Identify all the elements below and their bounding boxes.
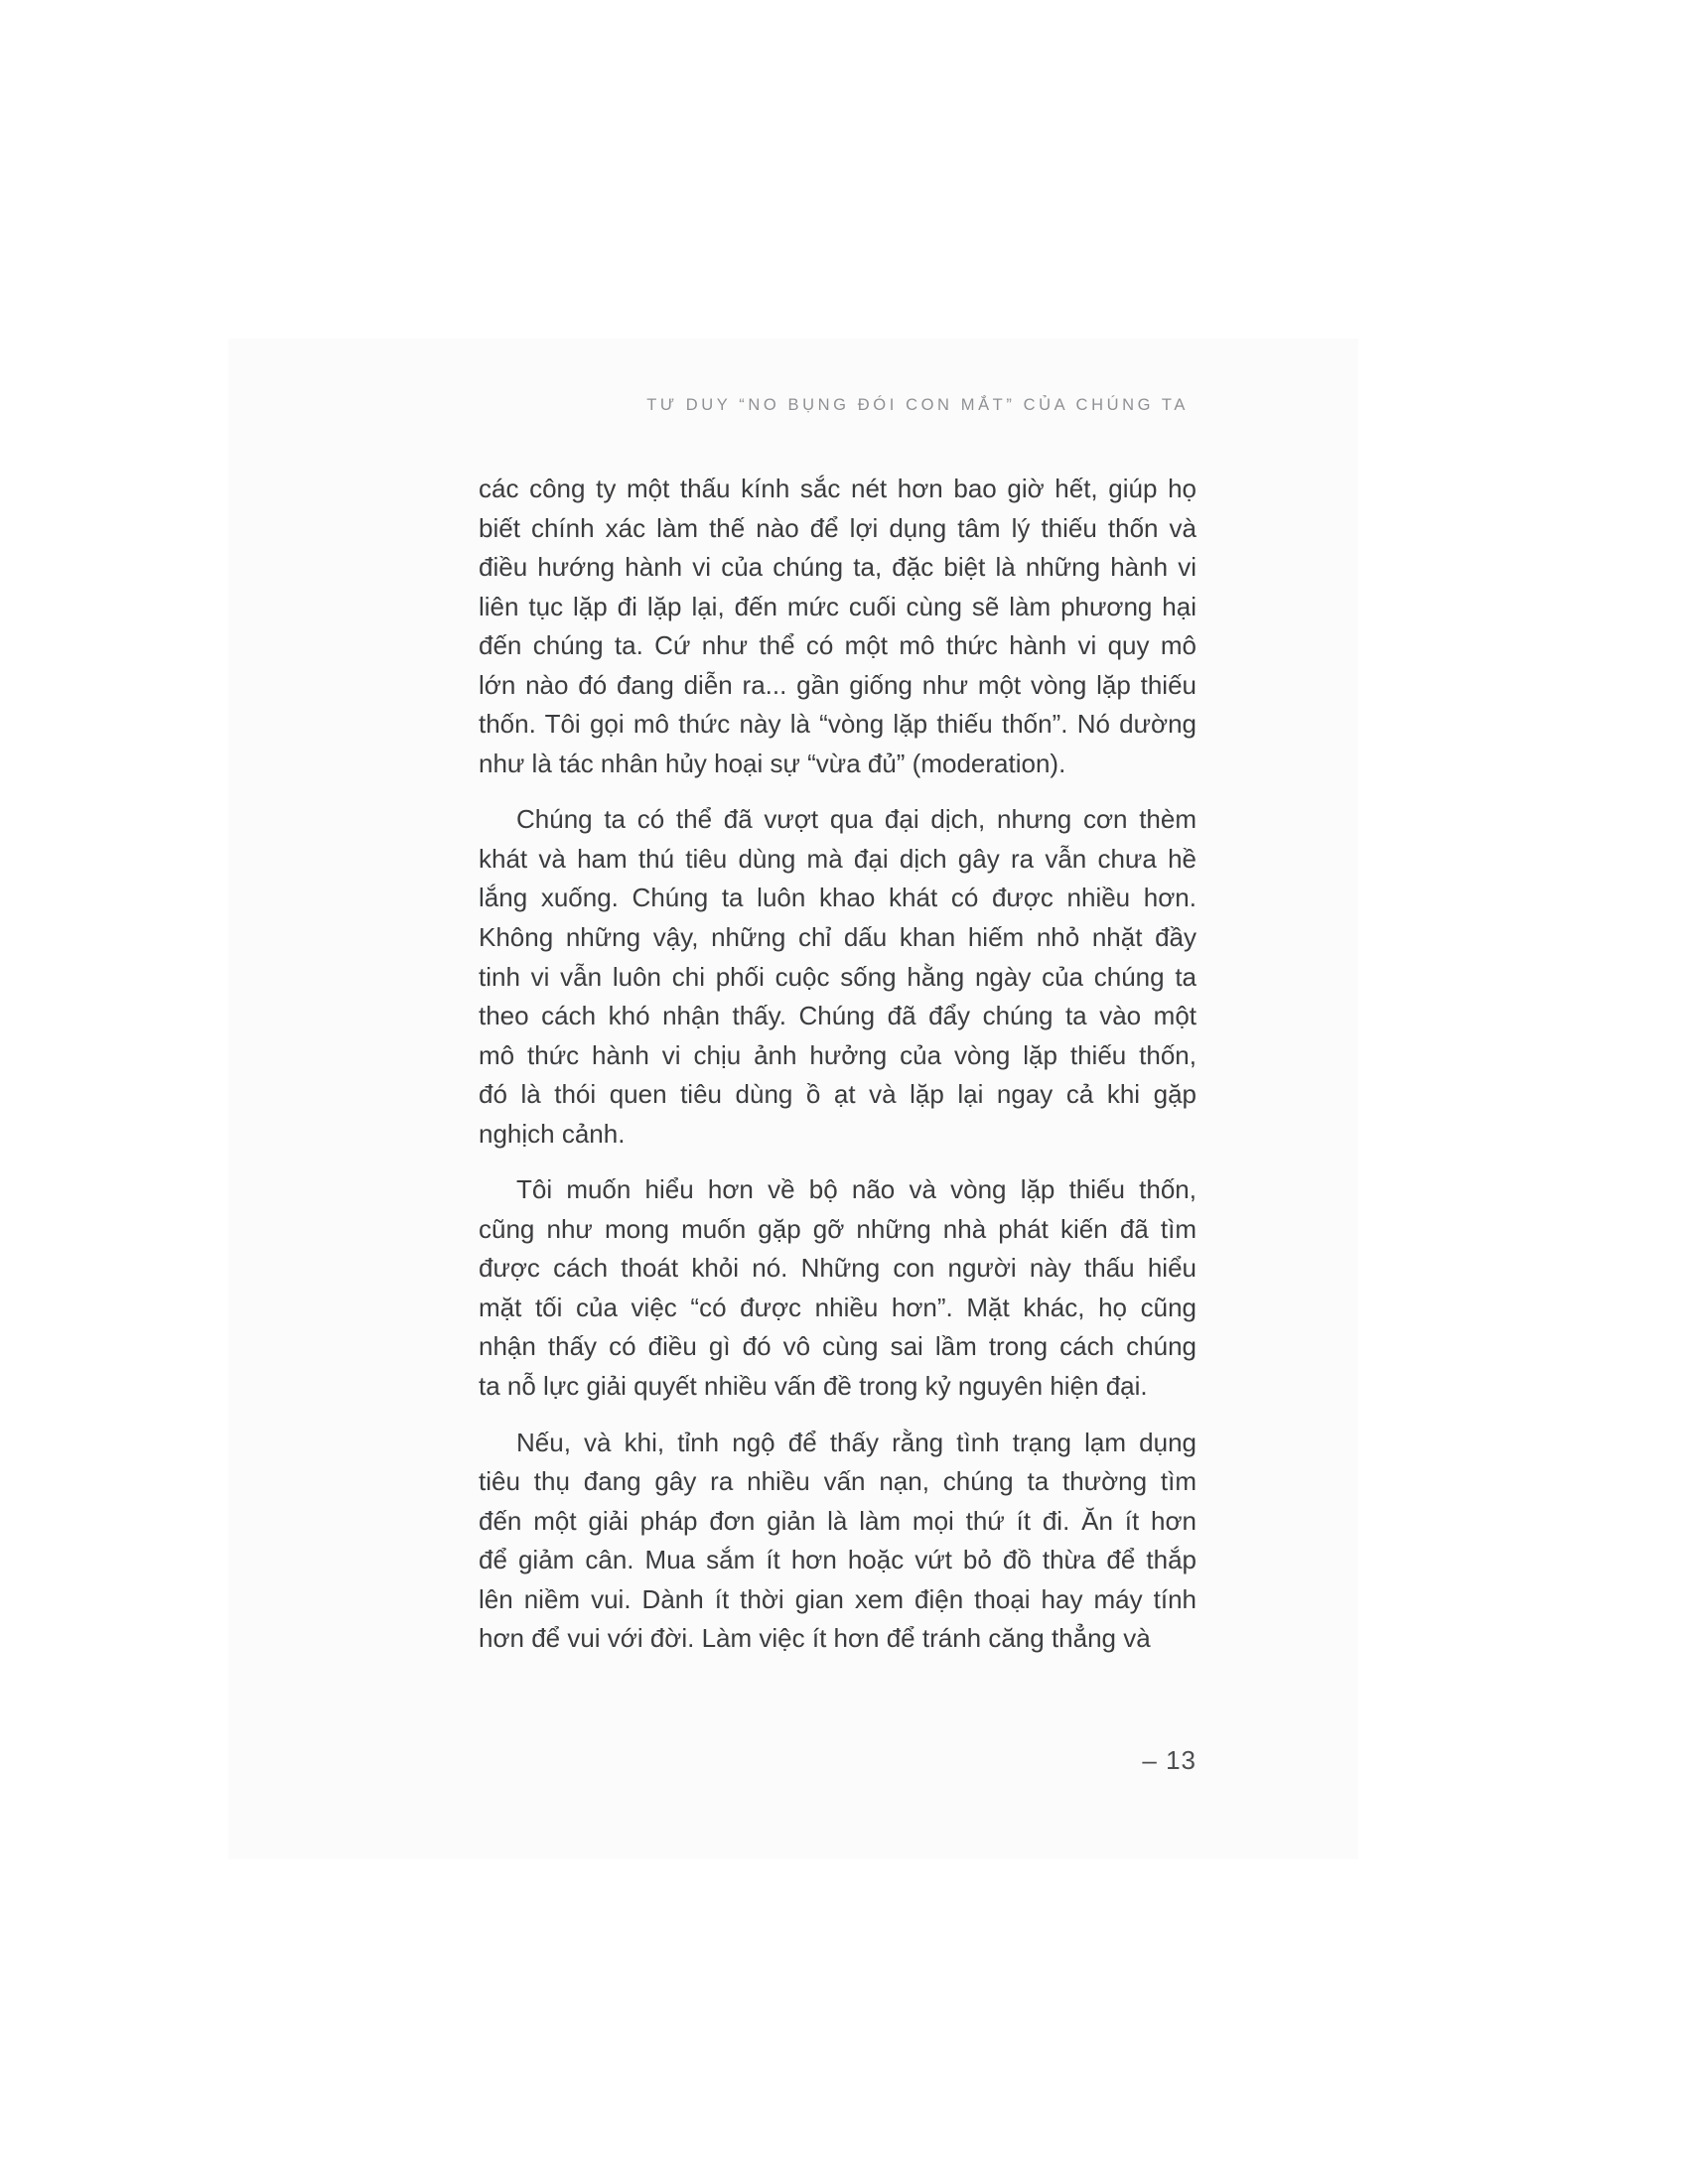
text-line: liên tục lặp đi lặp lại, đến mức cuối cùng sẽ làm phương hại xyxy=(479,591,1196,621)
text-line: đến một giải pháp đơn giản là làm mọi thứ ít đi. Ăn ít hơn xyxy=(479,1505,1196,1536)
text-line: cũng như mong muốn gặp gỡ những nhà phát kiến đã tìm xyxy=(479,1213,1196,1244)
text-line: lớn nào đó đang diễn ra... gần giống như một vòng lặp thiếu xyxy=(479,669,1196,700)
paragraph xyxy=(479,470,1196,783)
paragraph xyxy=(479,1424,1196,1659)
text-line: khát và ham thú tiêu dùng mà đại dịch gây ra vẫn chưa hề xyxy=(479,843,1196,874)
text-line: tiêu thụ đang gây ra nhiều vấn nạn, chúng ta thường tìm xyxy=(479,1466,1196,1497)
text-line: nghịch cảnh. xyxy=(479,1118,626,1149)
paragraph xyxy=(479,800,1196,1154)
text-line: Tôi muốn hiểu hơn về bộ não và vòng lặp thiếu thốn, xyxy=(516,1174,1196,1205)
running-header: TƯ DUY “NO BỤNG ĐÓI CON MẮT” CỦA CHÚNG TA xyxy=(646,396,1189,414)
text-line: theo cách khó nhận thấy. Chúng đã đẩy chúng ta vào một xyxy=(479,1001,1196,1031)
text-line: mô thức hành vi chịu ảnh hưởng của vòng lặp thiếu thốn, xyxy=(479,1039,1196,1070)
text-line: đến chúng ta. Cứ như thể có một mô thức hành vi quy mô xyxy=(479,630,1196,661)
text-line: các công ty một thấu kính sắc nét hơn bao giờ hết, giúp họ xyxy=(479,474,1196,503)
paragraph xyxy=(479,1170,1196,1406)
body-text xyxy=(479,470,1196,1659)
page-number: – 13 xyxy=(1142,1745,1196,1775)
text-line: như là tác nhân hủy hoại sự “vừa đủ” (moderation). xyxy=(479,748,1066,778)
text-line: lên niềm vui. Dành ít thời gian xem điện thoại hay máy tính xyxy=(479,1583,1196,1614)
text-line: Không những vậy, những chỉ dấu khan hiếm nhỏ nhặt đầy xyxy=(479,922,1196,953)
text-line: thốn. Tôi gọi mô thức này là “vòng lặp thiếu thốn”. Nó dường xyxy=(479,709,1196,740)
text-line: điều hướng hành vi của chúng ta, đặc biệt là những hành vi xyxy=(479,552,1196,583)
text-line: đó là thói quen tiêu dùng ồ ạt và lặp lại ngay cả khi gặp xyxy=(479,1079,1196,1110)
text-line: được cách thoát khỏi nó. Những con người này thấu hiểu xyxy=(479,1253,1196,1284)
text-line: biết chính xác làm thế nào để lợi dụng tâm lý thiếu thốn và xyxy=(479,512,1196,543)
text-line: Nếu, và khi, tỉnh ngộ để thấy rằng tình trạng lạm dụng xyxy=(516,1427,1196,1457)
text-line: lắng xuống. Chúng ta luôn khao khát có được nhiều hơn. xyxy=(479,883,1196,913)
text-line: tinh vi vẫn luôn chi phối cuộc sống hằng ngày của chúng ta xyxy=(479,961,1196,992)
text-line: mặt tối của việc “có được nhiều hơn”. Mặt khác, họ cũng xyxy=(479,1292,1196,1322)
text-line: ta nỗ lực giải quyết nhiều vấn đề trong kỷ nguyên hiện đại. xyxy=(479,1371,1148,1402)
text-line: để giảm cân. Mua sắm ít hơn hoặc vứt bỏ đồ thừa để thắp xyxy=(479,1545,1196,1575)
text-line: hơn để vui với đời. Làm việc ít hơn để tránh căng thẳng và xyxy=(479,1623,1151,1654)
text-line: Chúng ta có thể đã vượt qua đại dịch, nhưng cơn thèm xyxy=(516,804,1196,835)
text-line: nhận thấy có điều gì đó vô cùng sai lầm trong cách chúng xyxy=(479,1331,1196,1362)
